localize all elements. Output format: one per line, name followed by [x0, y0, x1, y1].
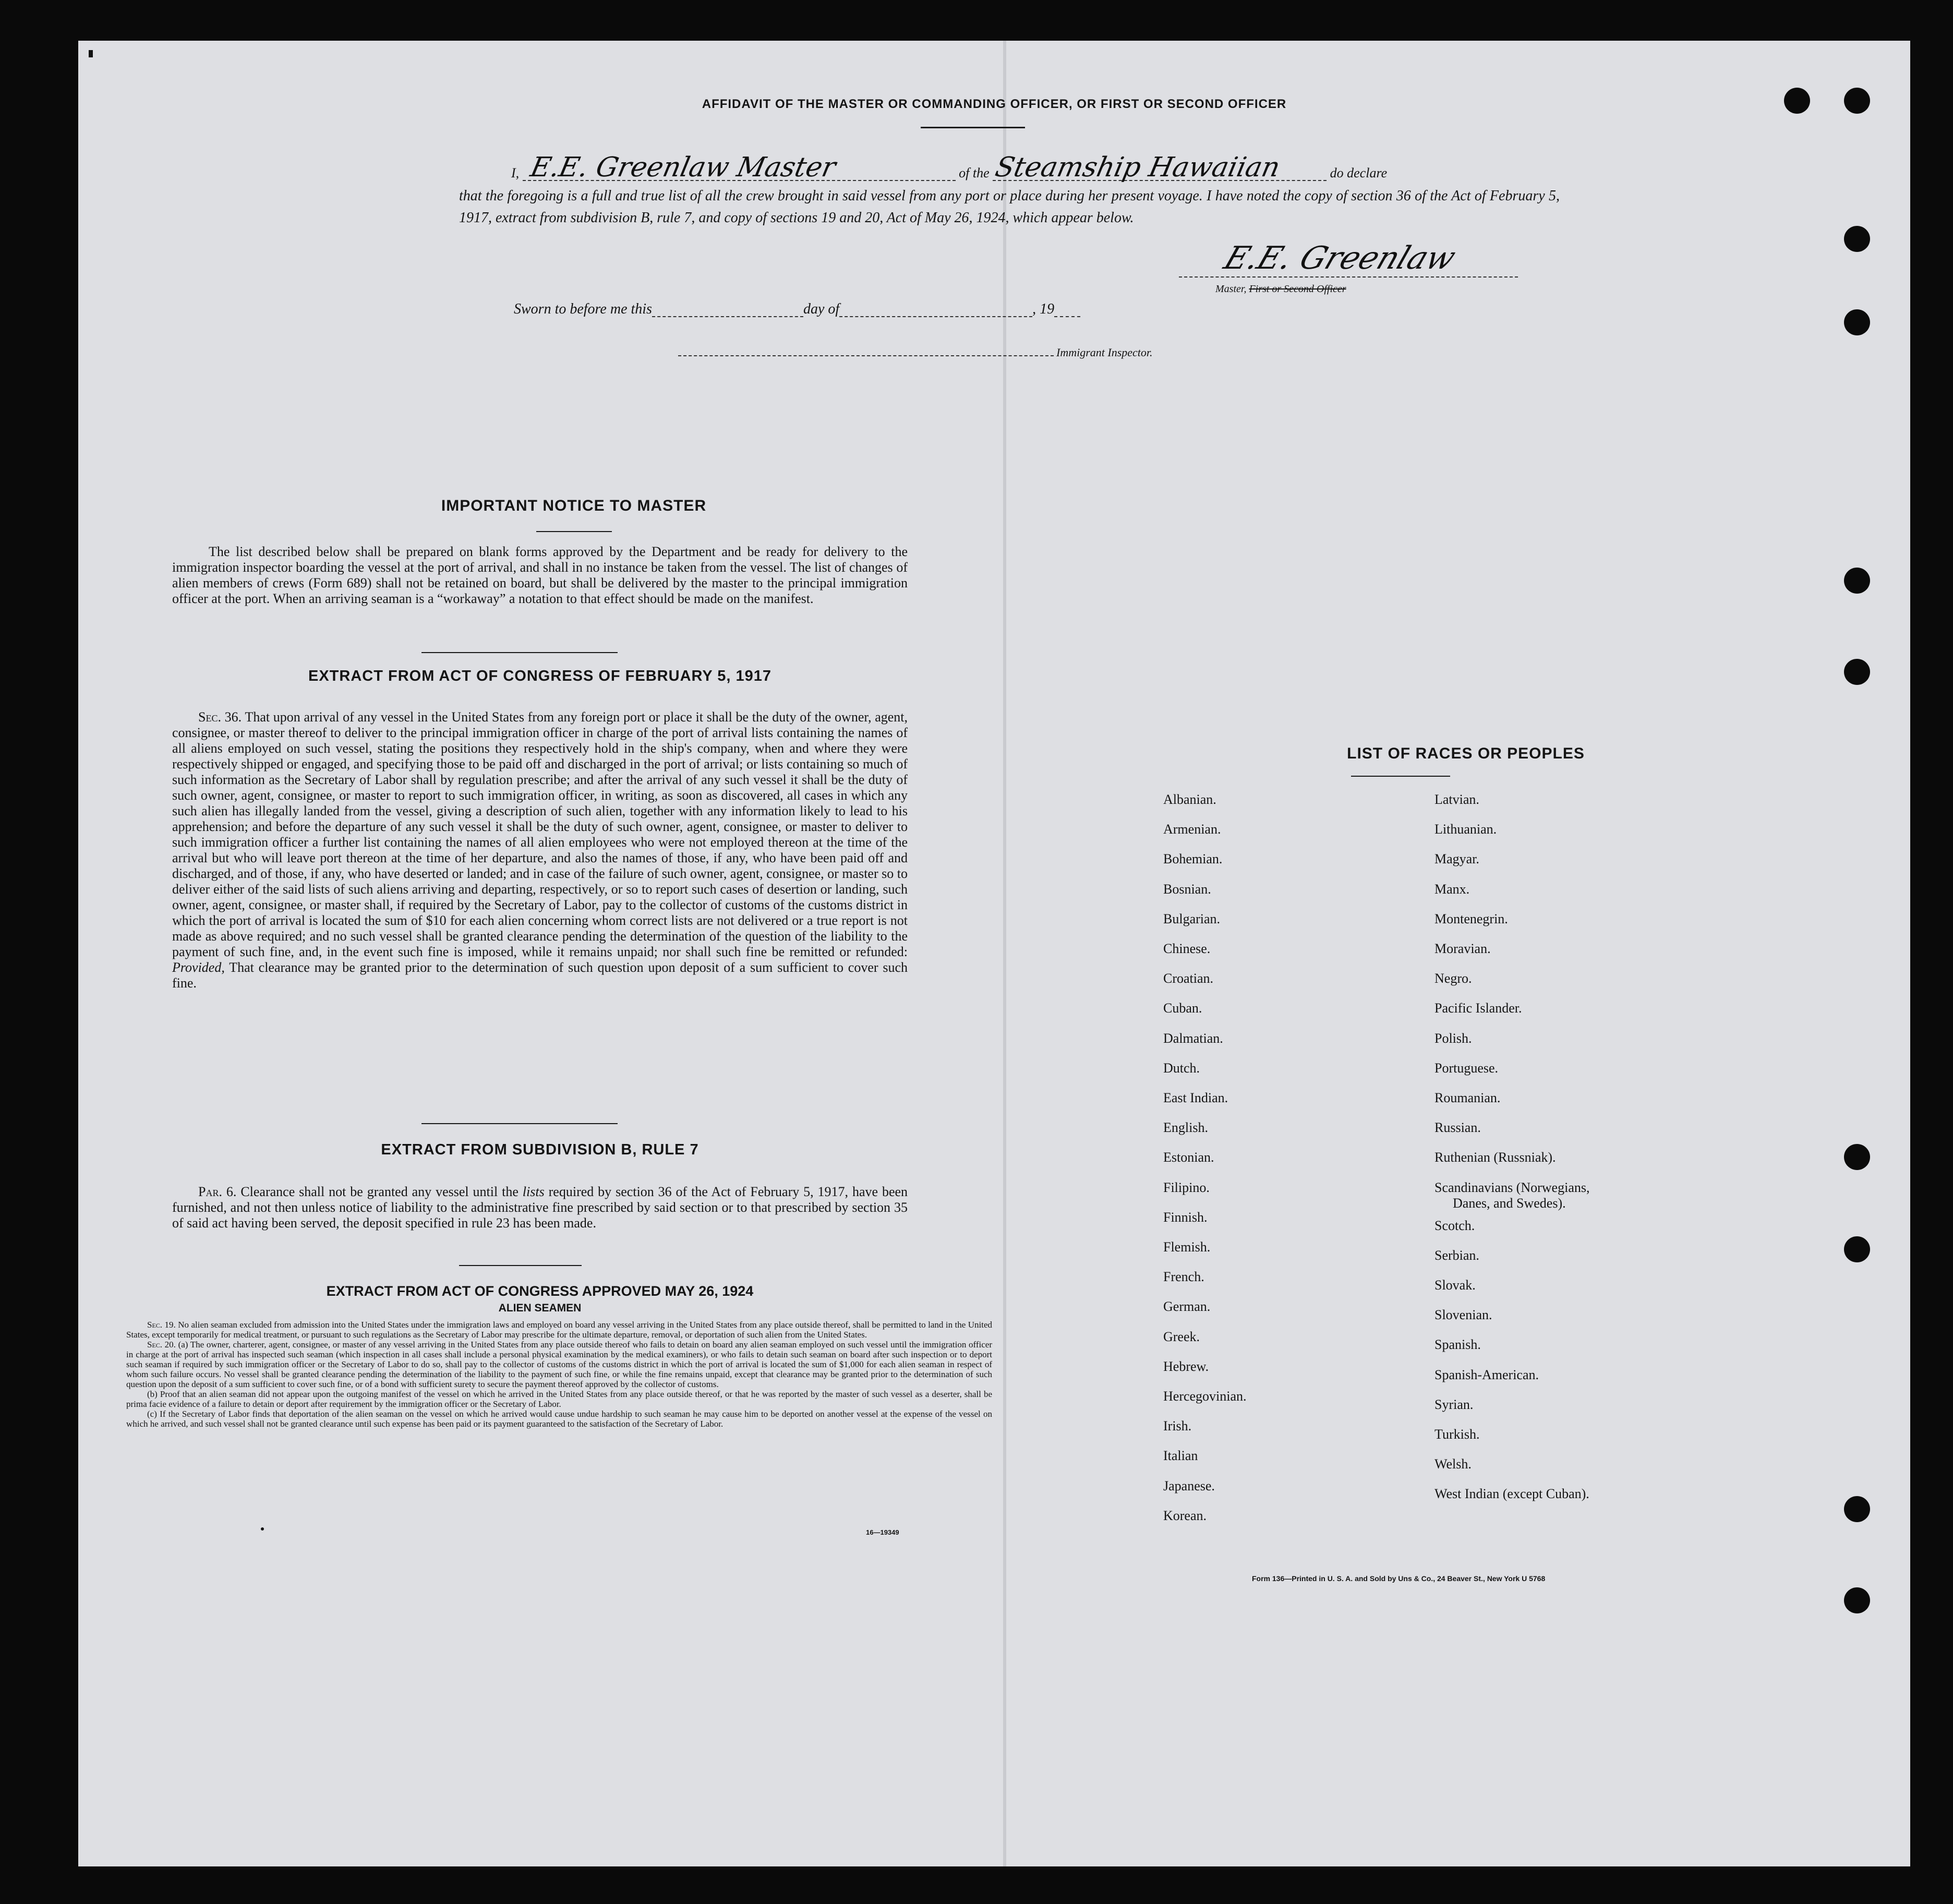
- race-item-right: Turkish.: [1434, 1427, 1480, 1442]
- sec-36-label: Sec. 36.: [198, 709, 242, 725]
- race-item-right: Montenegrin.: [1434, 911, 1508, 926]
- race-item-right: Ruthenian (Russniak).: [1434, 1150, 1556, 1165]
- race-item-left: Japanese.: [1163, 1478, 1215, 1493]
- race-item-right: Scandinavians (Norwegians,: [1434, 1179, 1590, 1195]
- race-item-right: Roumanian.: [1434, 1090, 1501, 1105]
- race-item-left: Korean.: [1163, 1508, 1207, 1523]
- punch-hole: [1844, 1587, 1870, 1613]
- race-item-left: German.: [1163, 1299, 1211, 1315]
- race-item-left: Flemish.: [1163, 1239, 1211, 1255]
- race-item-left: Cuban.: [1163, 1001, 1202, 1016]
- race-item-right: Slovenian.: [1434, 1307, 1492, 1323]
- sworn-year-field[interactable]: [1054, 316, 1080, 317]
- sec-36-text: That upon arrival of any vessel in the United States from any foreign port or place it shall be the duty of the owner, agent, consignee, or master thereof to deliver to the principal immigration officer in charge of the port of arrival lists containing the names of all aliens employed on such vessel, stating the positions they respectively hold in the ship's company, when and where they were respectively shipped or engaged, and specifying those to be paid off and discharged in the port of arrival; or lists containing so much of such information as the Secretary of Labor shall by regulation prescribe; and after the arrival of any such vessel it shall be the duty of such owner, agent, consignee, or master to report to such immigration officer, in writing, as soon as discovered, all cases in which any such alien has illegally landed from the vessel, giving a description of such alien, together with any information likely to lead to his apprehension; and before the departure of any such vessel it shall be the duty of such owner, agent, consignee, or master to deliver to such immigration officer a further list containing the names of all alien employees who were not employed thereon at the time of the arrival but who will leave port thereon at the time of her departure, and also the names of those, if any, who have been paid off and discharged, and of those, if any, who have deserted or landed; and in case of the failure of such owner, agent, consignee, or master so to deliver either of the said lists of such aliens arriving and departing, respectively, or so to report such cases of desertion or landing, such owner, agent, consignee, or master shall, if required by the Secretary of Labor, pay to the collector of customs of the customs district in which the port of arrival is located the sum of $10 for each alien concerning whom correct lists are not delivered or a true report is not made as above required; and no such vessel shall be granted clearance pending the determination of the question of the liability to the payment of such fine, and, in the event such fine is imposed, while it remains unpaid; nor shall such fine be remitted or refunded:: [172, 709, 908, 959]
- race-item-right: Serbian.: [1434, 1247, 1479, 1263]
- speck-mark: [261, 1527, 264, 1531]
- par-6-label: Par. 6.: [198, 1184, 237, 1199]
- inspector-label: Immigrant Inspector.: [1056, 346, 1153, 359]
- alien-seamen-subtitle: ALIEN SEAMEN: [498, 1302, 582, 1314]
- race-item-right: Lithuanian.: [1434, 822, 1497, 837]
- race-item-left: Dutch.: [1163, 1060, 1200, 1076]
- race-item-left: Bohemian.: [1163, 851, 1223, 867]
- subdivision-title: EXTRACT FROM SUBDIVISION B, RULE 7: [381, 1141, 699, 1158]
- punch-hole: [1844, 568, 1870, 594]
- race-item-right: Syrian.: [1434, 1396, 1474, 1412]
- race-item-left: Croatian.: [1163, 971, 1214, 986]
- sec-20a-paragraph: [126, 1340, 992, 1389]
- race-item-left: Chinese.: [1163, 941, 1211, 956]
- affidavit-line1: [511, 152, 1560, 183]
- races-title: LIST OF RACES OR PEOPLES: [1347, 745, 1585, 762]
- day-of-label: day of: [803, 301, 840, 317]
- race-item-right: Polish.: [1434, 1030, 1472, 1046]
- affidavit-i: I,: [511, 165, 520, 180]
- race-item-right: Magyar.: [1434, 851, 1479, 867]
- sworn-day-field[interactable]: [652, 316, 803, 317]
- section-rule: [459, 1265, 582, 1266]
- sworn-label: Sworn to before me this: [514, 301, 652, 317]
- affidavit-body: that the foregoing is a full and true list of all the crew brought in said vessel from any port or place during her present voyage. I have noted the copy of section 36 of the Act of February 5, 1917, extract from subdivision B, rule 7, and copy of sections 19 and 20, Act of May 26, 1924, which appear below.: [459, 188, 1560, 226]
- race-item-left: Hercegovinian.: [1163, 1389, 1247, 1404]
- sworn-line: [514, 302, 1080, 317]
- master-signature: E.E. Greenlaw: [1219, 240, 1461, 276]
- punch-hole: [1844, 659, 1870, 685]
- extract-1924-title: EXTRACT FROM ACT OF CONGRESS APPROVED MAY 26, 1924: [326, 1283, 754, 1299]
- race-item-left: Filipino.: [1163, 1179, 1210, 1195]
- notice-body: The list described below shall be prepared on blank forms approved by the Department and be ready for delivery to the immigration inspector boarding the vessel at the port of arrival, and shall in no instance be taken from the vessel. The list of changes of alien members of crews (Form 689) shall not be retained on board, but shall be delivered by the master to the principal immigration officer at the port. When an arriving seaman is a “workaway” a notation to that effect should be made on the manifest.: [172, 544, 908, 606]
- notice-rule: [536, 531, 612, 532]
- extract-1917-title: EXTRACT FROM ACT OF CONGRESS OF FEBRUARY 5, 1917: [308, 668, 772, 684]
- punch-hole: [1844, 1496, 1870, 1522]
- race-item-right: Portuguese.: [1434, 1060, 1499, 1076]
- race-item-left: French.: [1163, 1269, 1204, 1285]
- race-item-left: Irish.: [1163, 1418, 1192, 1434]
- form-footer: Form 136—Printed in U. S. A. and Sold by Uns & Co., 24 Beaver St., New York U 5768: [1252, 1574, 1546, 1583]
- race-item-left: Albanian.: [1163, 792, 1216, 807]
- sec-19-paragraph: [126, 1320, 992, 1340]
- extract-1917-body: [172, 709, 908, 991]
- race-item-right: Danes, and Swedes).: [1453, 1195, 1566, 1211]
- lists-word: lists: [522, 1184, 545, 1199]
- punch-hole: [1844, 226, 1870, 252]
- race-item-left: Finnish.: [1163, 1209, 1208, 1225]
- year-label: , 19: [1032, 301, 1055, 317]
- vessel-name-handwritten: Steamship Hawaiian: [992, 152, 1283, 183]
- race-item-right: Pacific Islander.: [1434, 1001, 1522, 1016]
- race-item-left: English.: [1163, 1120, 1208, 1136]
- sworn-month-field[interactable]: [839, 316, 1032, 317]
- do-declare-label: do declare: [1330, 165, 1388, 180]
- sec-19-label: Sec. 19.: [147, 1320, 176, 1330]
- of-the-label: of the: [959, 165, 990, 180]
- sec-20c-paragraph: (c) If the Secretary of Labor finds that deportation of the alien seaman on the vessel on which he arrived would cause undue hardship to such seaman he may cause him to be deported on another vessel at the expense of the vessel on which he arrived, and such vessel shall not be granted clearance until such expense has been paid or its payment guaranteed to the satisfaction of the Secretary of Labor.: [126, 1409, 992, 1429]
- master-name-handwritten: E.E. Greenlaw Master: [527, 152, 839, 183]
- punch-hole: [1844, 1236, 1870, 1262]
- race-item-left: Bulgarian.: [1163, 911, 1221, 926]
- vessel-name-field[interactable]: [992, 152, 1327, 183]
- sec-19-text: No alien seaman excluded from admission into the United States under the immigration laws and employed on board any vessel arriving in the United States from any place outside thereof, shall be permitted to land in the United States, except temporarily for medical treatment, or pursuant to such regulations as the Secretary of Labor may prescribe for the ultimate departure, removal, or deportation of such alien from the United States.: [126, 1320, 993, 1340]
- notice-title: IMPORTANT NOTICE TO MASTER: [441, 497, 707, 514]
- struck-officer-label: First or Second Officer: [1249, 283, 1346, 295]
- master-name-field[interactable]: [523, 152, 956, 183]
- sec-20-label: Sec. 20.: [147, 1340, 176, 1349]
- race-item-left: Dalmatian.: [1163, 1030, 1223, 1046]
- punch-hole: [1844, 1144, 1870, 1170]
- race-item-left: Armenian.: [1163, 822, 1221, 837]
- races-list: [1163, 792, 1789, 1574]
- race-item-right: Manx.: [1434, 881, 1470, 897]
- race-item-left: Estonian.: [1163, 1150, 1214, 1165]
- provided-word: Provided,: [172, 960, 225, 975]
- race-item-right: Spanish.: [1434, 1337, 1481, 1353]
- race-item-left: Hebrew.: [1163, 1358, 1209, 1374]
- sec-20b-paragraph: (b) Proof that an alien seaman did not appear upon the outgoing manifest of the vessel on which he arrived in the United States from any place outside thereof, or that he was reported by the master of such vessel as a deserter, shall be prima facie evidence of a failure to detain or deport after requirement by the immigration officer or the Secretary of Labor.: [126, 1389, 992, 1409]
- race-item-right: Scotch.: [1434, 1218, 1475, 1233]
- subdivision-body: [172, 1184, 908, 1231]
- race-item-right: Slovak.: [1434, 1278, 1476, 1293]
- race-item-left: Bosnian.: [1163, 881, 1211, 897]
- race-item-right: Negro.: [1434, 971, 1472, 986]
- race-item-right: Moravian.: [1434, 941, 1491, 956]
- sec-36-end: That clearance may be granted prior to the determination of such question upon deposit of a sum sufficient to cover such fine.: [172, 960, 908, 991]
- master-label: Master,: [1215, 283, 1249, 295]
- sec-20a-text: (a) The owner, charterer, agent, consignee, or master of any vessel arriving in the United States from any place outside thereof who fails to detain on board any alien seaman employed on such vessel until the immigration officer in charge at the port of arrival has inspected such seaman (which inspection in all cases shall include a personal physical examination by the medical examiners), or who fails to detain such seaman on board after such inspection or to deport such seaman if required by such immigration officer or the Secretary of Labor to do so, shall pay to the collector of customs of the customs district in which the port of arrival is located the sum of $1,000 for each alien seaman in respect of whom such failure occurs. No vessel shall be granted clearance pending the determination of the liability to the payment of such fine, or while the fine remains unpaid, except that clearance may be granted prior to the determination of such question upon the deposit of a sum sufficient to cover such fine, or of a bond with sufficient surety to secure the payment thereof approved by the collector of customs.: [126, 1340, 993, 1389]
- document-page: [78, 41, 1910, 1866]
- section-rule: [421, 652, 618, 653]
- affidavit-title: AFFIDAVIT OF THE MASTER OR COMMANDING OFFICER, OR FIRST OR SECOND OFFICER: [702, 97, 1287, 111]
- races-rule: [1351, 776, 1450, 777]
- speck-mark: [89, 50, 93, 57]
- par-6-text-a: Clearance shall not be granted any vessel until the: [240, 1184, 519, 1199]
- race-item-right: Welsh.: [1434, 1456, 1472, 1472]
- race-item-right: Latvian.: [1434, 792, 1479, 807]
- inspector-signature-line[interactable]: [678, 355, 1054, 356]
- race-item-right: Spanish-American.: [1434, 1367, 1539, 1382]
- title-rule: [921, 127, 1025, 128]
- race-item-right: West Indian (except Cuban).: [1434, 1486, 1589, 1502]
- race-item-left: Italian: [1163, 1448, 1198, 1464]
- race-item-right: Russian.: [1434, 1120, 1481, 1136]
- form-code: 16—19349: [866, 1528, 899, 1536]
- section-rule: [421, 1123, 618, 1124]
- extract-1924-body: [126, 1320, 992, 1429]
- signature-line: [1179, 276, 1518, 278]
- race-item-left: Greek.: [1163, 1329, 1200, 1344]
- signature-caption: [1215, 283, 1346, 295]
- par-6-text-b: required by section 36 of the Act of February 5, 1917, have been furnished, and not then unless notice of liability to the administrative fine prescribed by said section or to that prescribed by section 35 of said act having been served, the deposit specified in rule 23 has been made.: [172, 1184, 908, 1231]
- punch-hole: [1844, 309, 1870, 335]
- race-item-left: East Indian.: [1163, 1090, 1228, 1105]
